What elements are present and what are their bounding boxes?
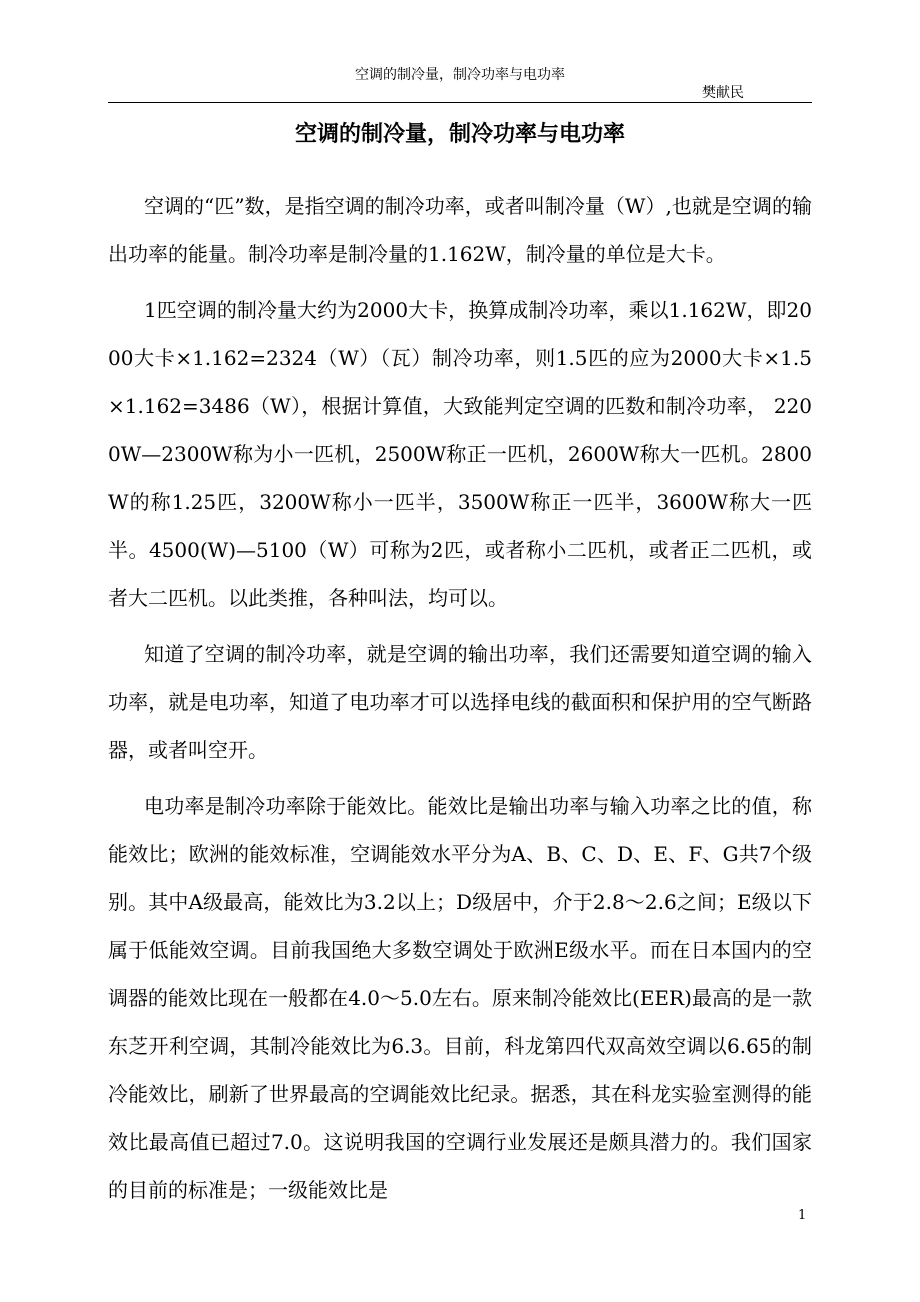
paragraph-2: 1匹空调的制冷量大约为2000大卡，换算成制冷功率，乘以1.162W，即2000大卡×1.162=2324（W）（瓦）制冷功率，则1.5匹的应为2000大卡×1.5×1.162=3486（W），根据计算值，大致能判定空调的匹数和制冷功率， 2200W—2300W称为小一匹机，2500W称正一匹机，2600W称大一匹机。2800W的称1.25匹，3200W称小一匹半，3500W称正一匹半，3600W称大一匹半。4500(W)—5100（W）可称为2匹，或者称小二匹机，或者正二匹机，或者大二匹机。以此类推，各种叫法，均可以。 — [108, 298, 812, 610]
paragraph-4: 电功率是制冷功率除于能效比。能效比是输出功率与输入功率之比的值，称能效比；欧洲的能效标准，空调能效水平分为A、B、C、D、E、F、G共7个级别。其中A级最高，能效比为3.2以上；D级居中，介于2.8～2.6之间；E级以下属于低能效空调。目前我国绝大多数空调处于欧洲E级水平。而在日本国内的空调器的能效比现在一般都在4.0～5.0左右。原来制冷能效比(EER)最高的是一款东芝开利空调，其制冷能效比为6.3。目前，科龙第四代双高效空调以6.65的制冷能效比，刷新了世界最高的空调能效比纪录。据悉，其在科龙实验室测得的能效比最高值已超过7.0。这说明我国的空调行业发展还是颇具潜力的。我们国家的目前的标准是；一级能效比是 — [108, 794, 812, 1202]
paragraph-1: 空调的“匹”数，是指空调的制冷功率，或者叫制冷量（W）,也就是空调的输出功率的能量。制冷功率是制冷量的1.162W，制冷量的单位是大卡。 — [108, 194, 812, 266]
running-header-author: 樊献民 — [702, 85, 744, 101]
paragraph-3: 知道了空调的制冷功率，就是空调的输出功率，我们还需要知道空调的输入功率，就是电功率，知道了电功率才可以选择电线的截面积和保护用的空气断路器，或者叫空开。 — [108, 642, 812, 762]
document-title: 空调的制冷量，制冷功率与电功率 — [294, 121, 625, 147]
header-divider — [108, 102, 812, 103]
document-body — [108, 182, 812, 1222]
running-header-title: 空调的制冷量，制冷功率与电功率 — [355, 67, 565, 83]
page-number: 1 — [798, 1208, 807, 1223]
